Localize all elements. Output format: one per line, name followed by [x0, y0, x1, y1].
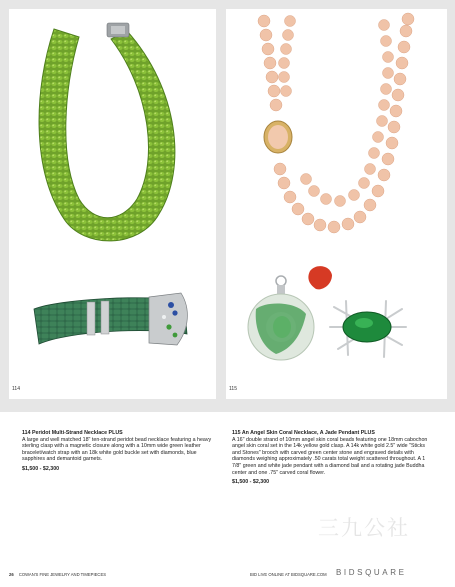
- lot-115-description-block: [232, 430, 432, 486]
- page-number: 26: [9, 572, 14, 577]
- coral-necklace-jade-pendant-image: [226, 9, 447, 399]
- photo-lot-number: 114: [12, 386, 20, 392]
- lot-title: 115 An Angel Skin Coral Necklace, A Jade Pendant PLUS: [232, 430, 375, 436]
- photo-panel-lot-114: [9, 9, 216, 399]
- lot-estimate: $1,500 - $2,300: [232, 479, 270, 486]
- lot-description: A large and well matched 18" ten-strand peridot bead necklace featuring a heavy sterling clasp with a magnetic closure along with a 10mm wide green leather bracelet/watch strap with an 18k white gold buckle set with diamonds, blue sapphires and demantoid garnets.: [22, 436, 212, 463]
- photo-lot-number: 115: [229, 386, 237, 392]
- peridot-necklace-and-bracelet-image: [9, 9, 216, 399]
- photo-panel-lot-115: [226, 9, 447, 399]
- lot-114-description-block: [22, 430, 217, 473]
- publication-name: COWAN'S FINE JEWELRY AND TIMEPIECES: [18, 572, 107, 577]
- footer-left: [9, 572, 106, 577]
- lot-estimate: $1,500 - $2,300: [22, 465, 60, 472]
- bidsquare-logo: BIDSQUARE: [336, 568, 407, 577]
- lot-description: A 16" double strand of 10mm angel skin coral beads featuring one 18mm cabochon angel skin coral set in the 14k yellow gold clasp. A 14k white gold 2.5" wide "Sticks and Stones" brooch with carved green center stone and engraved details with diamonds weighing approximately .50 carats total weight scattered throughout. A 1 7/8" green and white jade pendant with a diamond bail and a rotating jade Buddha center and one .75" carved coral flower.: [232, 436, 428, 476]
- lot-title: 114 Peridot Multi-Strand Necklace PLUS: [22, 430, 123, 436]
- bid-online-link[interactable]: BID LIVE ONLINE AT BIDSQUARE.COM: [250, 572, 327, 577]
- watermark-text: 三九公社: [318, 517, 410, 540]
